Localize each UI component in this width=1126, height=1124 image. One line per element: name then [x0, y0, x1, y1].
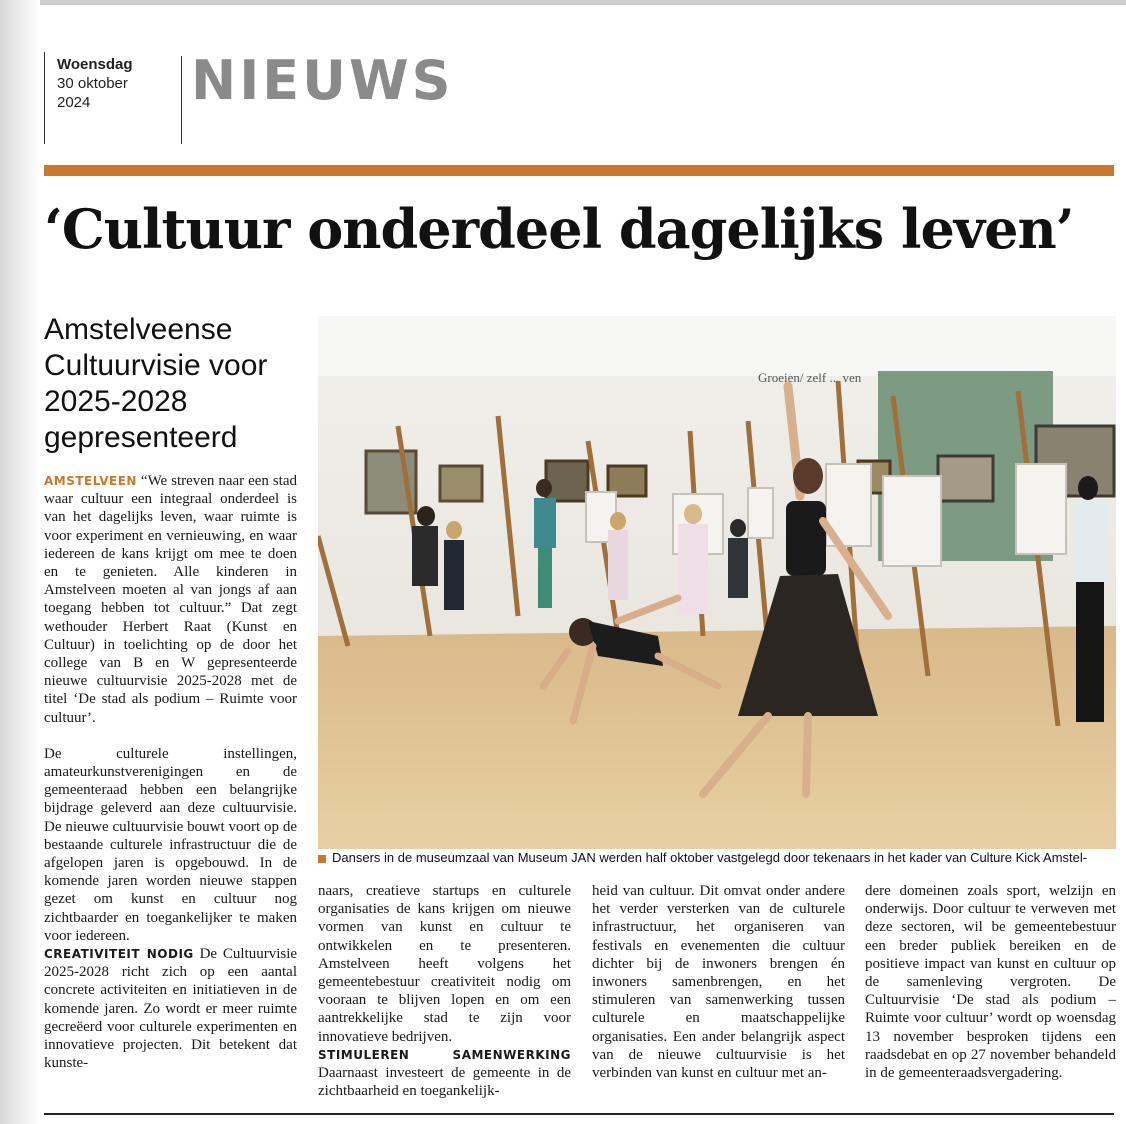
- caption-text: Dansers in de museumzaal van Museum JAN werden half oktober vastgelegd door tekenaars in het kader van Culture Kick Amstel-: [332, 850, 1088, 865]
- wall-text: Groeien/ zelf ... ven: [758, 370, 862, 385]
- date-rule: [44, 52, 45, 144]
- kicker-samenwerking: STIMULEREN SAMENWERKING: [318, 1047, 571, 1062]
- paragraph-2: De culturele instellingen, amateurkunstverenigingen en de gemeenteraad hebben een belangrijke bijdrage geleverd aan deze cultuurvisie. De nieuwe cultuurvisie bouwt voort op de bestaande culturele infrastructuur die de afgelopen jaren is opgebouwd. In de komende jaren worden nieuwe stappen gezet om kunst en cultuur nog zichtbaarder en toegankelijker te maken voor iedereen.: [44, 745, 297, 944]
- col3-paragraph-1: heid van cultuur. Dit omvat onder andere het verder versterken van de culturele infrastructuur, het organiseren van festivals en evenementen die cultuur dichter bij de inwoners brengen én inwoners samenbrengen, en het stimuleren van samenwerking tussen culturele en maatschappelijke organisaties. Een ander belangrijk aspect van de nieuwe cultuurvisie is het verbinden van kunst en cultuur met an-: [592, 883, 845, 1082]
- col2-paragraph-1: naars, creatieve startups en culturele organisaties de kans krijgen om nieuwe vormen van kunst en cultuur te ontwikkelen en te presenteren. Amstelveen heeft volgens het gemeentebestuur creativiteit nodig om vooraan te blijven lopen en om een aantrekkelijke stad te zijn voor innovatieve bedrijven.: [318, 883, 571, 1045]
- bottom-rule: [44, 1113, 1114, 1115]
- article-subhead: Amstelveense Cultuurvisie voor 2025-2028 gepresenteerd: [44, 313, 268, 454]
- section-title: NIEUWS: [191, 49, 454, 112]
- paragraph-3-text: De Cultuurvisie 2025-2028 richt zich op een aantal concrete activiteiten en initiatieven in de komende jaren. Zo wordt er meer ruimte gecreëerd voor culturele experimenten en innovatieve projecten. Dit betekent dat kunste-: [44, 946, 298, 1072]
- photo-caption: [318, 850, 1118, 866]
- date-year: 2024: [57, 94, 91, 111]
- date-weekday: Woensdag: [57, 56, 133, 73]
- date-block: [57, 55, 133, 112]
- caption-marker: [318, 855, 326, 863]
- article-headline: ‘Cultuur onderdeel dagelijks leven’: [44, 197, 1074, 261]
- article-column-1: [44, 472, 297, 1073]
- col2-paragraph-2: [318, 1046, 571, 1101]
- article-column-4: [865, 882, 1116, 1082]
- article-photo: [318, 316, 1116, 849]
- date-day-month: 30 oktober: [57, 75, 128, 92]
- article-column-2: [318, 882, 571, 1100]
- section-rule: [181, 56, 182, 144]
- page-gutter-shadow: [0, 0, 40, 1124]
- col4-paragraph-1: dere domeinen zoals sport, welzijn en onderwijs. Door cultuur te verweven met deze sectoren, wil be gemeentebestuur een breder publiek bereiken en de positieve impact van kunst en cultuur op de samenleving vergroten. De Cultuurvisie ‘De stad als podium – Ruimte voor cultuur’ wordt op woensdag 13 november besproken tijdens een raadsdebat en op 27 november behandeld in de gemeenteraadsvergadering.: [865, 883, 1116, 1082]
- kicker-creativiteit: CREATIVITEIT NODIG: [44, 947, 194, 962]
- dancers-museum-photo: [318, 316, 1116, 849]
- dateline: AMSTELVEEN: [44, 474, 137, 488]
- section-divider-bar: [44, 165, 1114, 176]
- top-edge: [0, 0, 1126, 5]
- col2-paragraph-2-text: Daarnaast investeert de gemeente in de zichtbaarheid en toegankelijk-: [318, 1065, 571, 1100]
- article-column-3: [592, 882, 845, 1082]
- intro-paragraph: [44, 472, 297, 727]
- intro-text: “We streven naar een stad waar cultuur een integraal onderdeel is van het dagelijks leven, waar ruimte is voor experiment en vernieuwing, en waar iedereen de kans krijgt om mee te doen en te genieten. Alle kinderen in Amstelveen moeten al van jongs af aan toegang hebben tot cultuur.” Dat zegt wethouder Herbert Raat (Kunst en Cultuur) in toelichting op de door het college van B en W gepresenteerde nieuwe cultuurvisie 2025-2028 met de titel ‘De stad als podium – Ruimte voor cultuur’.: [44, 473, 297, 726]
- paragraph-3: [44, 945, 297, 1072]
